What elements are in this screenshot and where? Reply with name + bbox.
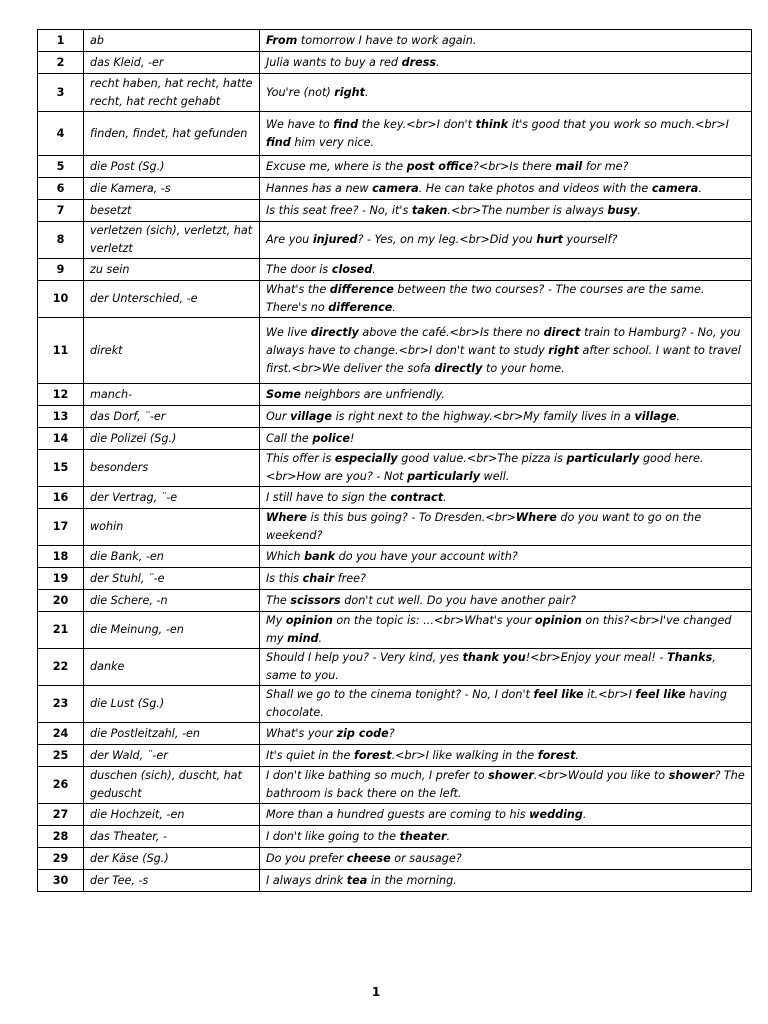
german-term: verletzen (sich), verletzt, hat verletzt — [84, 222, 260, 259]
sentence-text: We have to — [266, 117, 334, 131]
row-number: 19 — [38, 568, 84, 590]
highlighted-word: find — [333, 117, 359, 131]
example-sentence — [260, 686, 752, 723]
highlighted-word: shower — [668, 769, 715, 782]
row-number: 10 — [38, 281, 84, 318]
sentence-text: good value.<br>The pizza is — [397, 452, 567, 465]
example-sentence — [260, 281, 752, 318]
sentence-text: on the topic is: ...<br>What's your — [332, 614, 535, 627]
highlighted-word: Where — [266, 511, 307, 524]
highlighted-word: directly — [434, 361, 483, 375]
table-row — [38, 384, 752, 406]
sentence-text: Julia wants to buy a red — [266, 55, 402, 69]
table-row — [38, 318, 752, 384]
german-term: die Meinung, -en — [84, 612, 260, 649]
row-number: 27 — [38, 804, 84, 826]
row-number: 22 — [38, 649, 84, 686]
sentence-text: !<br>Enjoy your meal! - — [525, 651, 668, 664]
example-sentence — [260, 826, 752, 848]
table-row — [38, 112, 752, 156]
sentence-text: in the morning. — [367, 873, 457, 887]
example-sentence — [260, 450, 752, 487]
highlighted-word: dress — [401, 55, 437, 69]
example-sentence — [260, 723, 752, 745]
example-sentence — [260, 848, 752, 870]
highlighted-word: forest — [353, 748, 392, 762]
example-sentence — [260, 384, 752, 406]
sentence-text: . — [372, 262, 376, 276]
sentence-text: . — [698, 181, 702, 195]
german-term: der Unterschied, -e — [84, 281, 260, 318]
highlighted-word: busy — [607, 203, 638, 217]
sentence-text: I still have to sign the — [266, 490, 391, 504]
highlighted-word: particularly — [566, 452, 640, 465]
example-sentence — [260, 745, 752, 767]
sentence-text: having chocolate. — [266, 688, 728, 719]
highlighted-word: bank — [304, 549, 336, 563]
row-number: 16 — [38, 487, 84, 509]
sentence-text: . — [392, 301, 396, 314]
german-term: duschen (sich), duscht, hat geduscht — [84, 767, 260, 804]
sentence-text: do you have your account with? — [335, 549, 518, 563]
table-row — [38, 568, 752, 590]
highlighted-word: forest — [537, 748, 576, 762]
example-sentence — [260, 112, 752, 156]
sentence-text: or sausage? — [390, 851, 462, 865]
example-sentence — [260, 509, 752, 546]
sentence-text: . — [637, 203, 641, 217]
sentence-text: My — [266, 614, 286, 627]
highlighted-word: hurt — [536, 233, 563, 246]
example-sentence — [260, 767, 752, 804]
sentence-text: . — [676, 409, 681, 423]
sentence-text: ! — [349, 431, 355, 445]
german-term: der Stuhl, ¨-e — [84, 568, 260, 590]
sentence-text: It's quiet in the — [266, 748, 354, 762]
table-row — [38, 52, 752, 74]
row-number: 21 — [38, 612, 84, 649]
sentence-text: it.<br>I — [583, 688, 636, 701]
sentence-text: ? The bathroom is back there on the left. — [266, 769, 745, 800]
sentence-text: ? — [388, 726, 395, 740]
example-sentence — [260, 870, 752, 892]
highlighted-word: taken — [411, 203, 448, 217]
example-sentence — [260, 178, 752, 200]
sentence-text: is this bus going? - To Dresden.<br> — [307, 511, 516, 524]
german-term: die Hochzeit, -en — [84, 804, 260, 826]
table-row — [38, 649, 752, 686]
highlighted-word: closed — [331, 262, 373, 276]
table-row — [38, 767, 752, 804]
highlighted-word: find — [266, 135, 291, 149]
row-number: 24 — [38, 723, 84, 745]
highlighted-word: directly — [310, 325, 359, 339]
german-term: zu sein — [84, 259, 260, 281]
example-sentence — [260, 612, 752, 649]
example-sentence — [260, 546, 752, 568]
example-sentence — [260, 318, 752, 384]
german-term: besonders — [84, 450, 260, 487]
table-row — [38, 590, 752, 612]
row-number: 1 — [38, 30, 84, 52]
highlighted-word: feel like — [635, 688, 686, 701]
row-number: 7 — [38, 200, 84, 222]
sentence-text: do you want to go on the weekend? — [266, 511, 702, 542]
highlighted-word: thank you — [462, 651, 526, 664]
sentence-text: Which — [266, 549, 305, 563]
german-term: das Kleid, -er — [84, 52, 260, 74]
highlighted-word: difference — [328, 301, 393, 314]
german-term: danke — [84, 649, 260, 686]
example-sentence — [260, 30, 752, 52]
highlighted-word: especially — [334, 452, 398, 465]
example-sentence — [260, 590, 752, 612]
sentence-text: don't cut well. Do you have another pair? — [340, 593, 576, 607]
german-term: besetzt — [84, 200, 260, 222]
highlighted-word: opinion — [285, 614, 333, 627]
sentence-text: ? - Yes, on my leg.<br>Did you — [357, 233, 537, 246]
sentence-text: Is this seat free? - No, it's — [266, 203, 412, 217]
german-term: direkt — [84, 318, 260, 384]
highlighted-word: Thanks — [667, 651, 713, 664]
table-row — [38, 848, 752, 870]
sentence-text: . — [446, 829, 451, 843]
table-row — [38, 826, 752, 848]
example-sentence — [260, 200, 752, 222]
table-row — [38, 686, 752, 723]
table-row — [38, 487, 752, 509]
highlighted-word: injured — [312, 233, 358, 246]
highlighted-word: direct — [543, 325, 581, 339]
sentence-text: , same to you. — [266, 651, 716, 682]
highlighted-word: difference — [329, 283, 394, 296]
highlighted-word: village — [290, 409, 333, 423]
sentence-text: train to Hamburg? - No, you always have to change.<br>I don't want to study — [266, 325, 741, 357]
row-number: 26 — [38, 767, 84, 804]
highlighted-word: village — [634, 409, 677, 423]
sentence-text: I always drink — [266, 873, 347, 887]
table-row — [38, 259, 752, 281]
vocabulary-table — [37, 29, 752, 892]
sentence-text: to your home. — [482, 361, 565, 375]
sentence-text: Excuse me, where is the — [266, 159, 407, 173]
highlighted-word: shower — [488, 769, 534, 782]
table-row — [38, 804, 752, 826]
sentence-text: Are you — [266, 233, 313, 246]
sentence-text: . — [318, 632, 323, 645]
sentence-text: yourself? — [563, 233, 618, 246]
sentence-text: between the two courses? - The courses are the same. There's no — [266, 283, 705, 314]
highlighted-word: From — [266, 33, 298, 47]
sentence-text: What's your — [266, 726, 337, 740]
highlighted-word: feel like — [533, 688, 584, 701]
german-term: die Lust (Sg.) — [84, 686, 260, 723]
table-row — [38, 870, 752, 892]
sentence-text: Do you prefer — [266, 851, 347, 865]
sentence-text: neighbors are unfriendly. — [301, 387, 445, 401]
table-row — [38, 222, 752, 259]
row-number: 14 — [38, 428, 84, 450]
sentence-text: .<br>I like walking in the — [391, 748, 538, 762]
vocabulary-table-body — [38, 30, 752, 892]
sentence-text: after school. I want to travel first.<br>We deliver the sofa — [266, 343, 741, 375]
row-number: 6 — [38, 178, 84, 200]
sentence-text: I don't like bathing so much, I prefer to — [266, 769, 489, 782]
row-number: 11 — [38, 318, 84, 384]
sentence-text: You're (not) — [266, 85, 335, 99]
german-term: der Käse (Sg.) — [84, 848, 260, 870]
sentence-text: it's good that you work so much.<br>I — [508, 117, 729, 131]
row-number: 28 — [38, 826, 84, 848]
table-row — [38, 745, 752, 767]
sentence-text: ?<br>Is there — [472, 159, 556, 173]
sentence-text: . He can take photos and videos with the — [418, 181, 652, 195]
row-number: 4 — [38, 112, 84, 156]
sentence-text: good here.<br>How are you? - Not — [266, 452, 704, 483]
sentence-text: Our — [266, 409, 291, 423]
example-sentence — [260, 804, 752, 826]
row-number: 25 — [38, 745, 84, 767]
example-sentence — [260, 156, 752, 178]
highlighted-word: right — [548, 343, 579, 357]
german-term: das Dorf, ¨-er — [84, 406, 260, 428]
row-number: 18 — [38, 546, 84, 568]
table-row — [38, 612, 752, 649]
german-term: der Wald, ¨-er — [84, 745, 260, 767]
row-number: 2 — [38, 52, 84, 74]
sentence-text: Should I help you? - Very kind, yes — [266, 651, 463, 664]
row-number: 12 — [38, 384, 84, 406]
highlighted-word: cheese — [346, 851, 391, 865]
row-number: 17 — [38, 509, 84, 546]
highlighted-word: theater — [399, 829, 447, 843]
german-term: die Postleitzahl, -en — [84, 723, 260, 745]
highlighted-word: opinion — [534, 614, 582, 627]
row-number: 3 — [38, 74, 84, 112]
example-sentence — [260, 52, 752, 74]
row-number: 30 — [38, 870, 84, 892]
sentence-text: free? — [334, 571, 366, 585]
sentence-text: . — [582, 807, 587, 821]
table-row — [38, 178, 752, 200]
table-row — [38, 30, 752, 52]
german-term: manch- — [84, 384, 260, 406]
highlighted-word: scissors — [290, 593, 341, 607]
page-number: 1 — [371, 985, 381, 999]
sentence-text: . — [575, 748, 579, 762]
highlighted-word: camera — [372, 181, 419, 195]
highlighted-word: tea — [346, 873, 368, 887]
sentence-text: Hannes has a new — [266, 181, 373, 195]
example-sentence — [260, 568, 752, 590]
table-row — [38, 406, 752, 428]
highlighted-word: Where — [515, 511, 557, 524]
sentence-text: Is this — [266, 571, 303, 585]
highlighted-word: zip code — [336, 726, 389, 740]
sentence-text: above the café.<br>Is there no — [358, 325, 544, 339]
table-row — [38, 74, 752, 112]
german-term: recht haben, hat recht, hatte recht, hat recht gehabt — [84, 74, 260, 112]
sentence-text: .<br>The number is always — [447, 203, 608, 217]
german-term: die Polizei (Sg.) — [84, 428, 260, 450]
highlighted-word: chair — [302, 571, 335, 585]
sentence-text: for me? — [582, 159, 629, 173]
sentence-text: the key.<br>I don't — [358, 117, 476, 131]
sentence-text: tomorrow I have to work again. — [297, 33, 477, 47]
highlighted-word: think — [475, 117, 509, 131]
row-number: 9 — [38, 259, 84, 281]
sentence-text: Shall we go to the cinema tonight? - No, I don't — [266, 688, 534, 701]
row-number: 29 — [38, 848, 84, 870]
table-row — [38, 428, 752, 450]
highlighted-word: mind — [287, 632, 319, 645]
highlighted-word: right — [334, 85, 365, 99]
german-term: die Post (Sg.) — [84, 156, 260, 178]
highlighted-word: contract — [390, 490, 444, 504]
german-term: das Theater, - — [84, 826, 260, 848]
highlighted-word: post office — [406, 159, 473, 173]
sentence-text: We live — [266, 325, 311, 339]
example-sentence — [260, 428, 752, 450]
sentence-text: The door is — [266, 262, 332, 276]
example-sentence — [260, 649, 752, 686]
row-number: 5 — [38, 156, 84, 178]
sentence-text: The — [266, 593, 291, 607]
sentence-text: I don't like going to the — [266, 829, 400, 843]
sentence-text: well. — [480, 470, 510, 483]
example-sentence — [260, 222, 752, 259]
highlighted-word: camera — [651, 181, 699, 195]
german-term: finden, findet, hat gefunden — [84, 112, 260, 156]
german-term: der Tee, -s — [84, 870, 260, 892]
row-number: 8 — [38, 222, 84, 259]
table-row — [38, 200, 752, 222]
german-term: die Kamera, -s — [84, 178, 260, 200]
row-number: 13 — [38, 406, 84, 428]
example-sentence — [260, 406, 752, 428]
example-sentence — [260, 74, 752, 112]
table-row — [38, 281, 752, 318]
table-row — [38, 509, 752, 546]
highlighted-word: police — [312, 431, 350, 445]
row-number: 15 — [38, 450, 84, 487]
highlighted-word: Some — [266, 387, 301, 401]
sentence-text: is right next to the highway.<br>My family lives in a — [332, 409, 635, 423]
sentence-text: . — [436, 55, 440, 69]
sentence-text: .<br>Would you like to — [533, 769, 669, 782]
highlighted-word: wedding — [529, 807, 583, 821]
table-row — [38, 156, 752, 178]
sentence-text: More than a hundred guests are coming to his — [266, 807, 530, 821]
sentence-text: What's the — [266, 283, 330, 296]
highlighted-word: particularly — [407, 470, 480, 483]
highlighted-word: mail — [555, 159, 583, 173]
sentence-text: . — [443, 490, 447, 504]
german-term: der Vertrag, ¨-e — [84, 487, 260, 509]
sentence-text: on this?<br>I've changed my — [266, 614, 732, 645]
sentence-text: This offer is — [266, 452, 335, 465]
sentence-text: Call the — [266, 431, 313, 445]
german-term: wohin — [84, 509, 260, 546]
row-number: 23 — [38, 686, 84, 723]
sentence-text: him very nice. — [290, 135, 375, 149]
sentence-text: . — [364, 85, 369, 99]
german-term: ab — [84, 30, 260, 52]
example-sentence — [260, 259, 752, 281]
german-term: die Schere, -n — [84, 590, 260, 612]
table-row — [38, 546, 752, 568]
example-sentence — [260, 487, 752, 509]
table-row — [38, 723, 752, 745]
table-row — [38, 450, 752, 487]
row-number: 20 — [38, 590, 84, 612]
german-term: die Bank, -en — [84, 546, 260, 568]
